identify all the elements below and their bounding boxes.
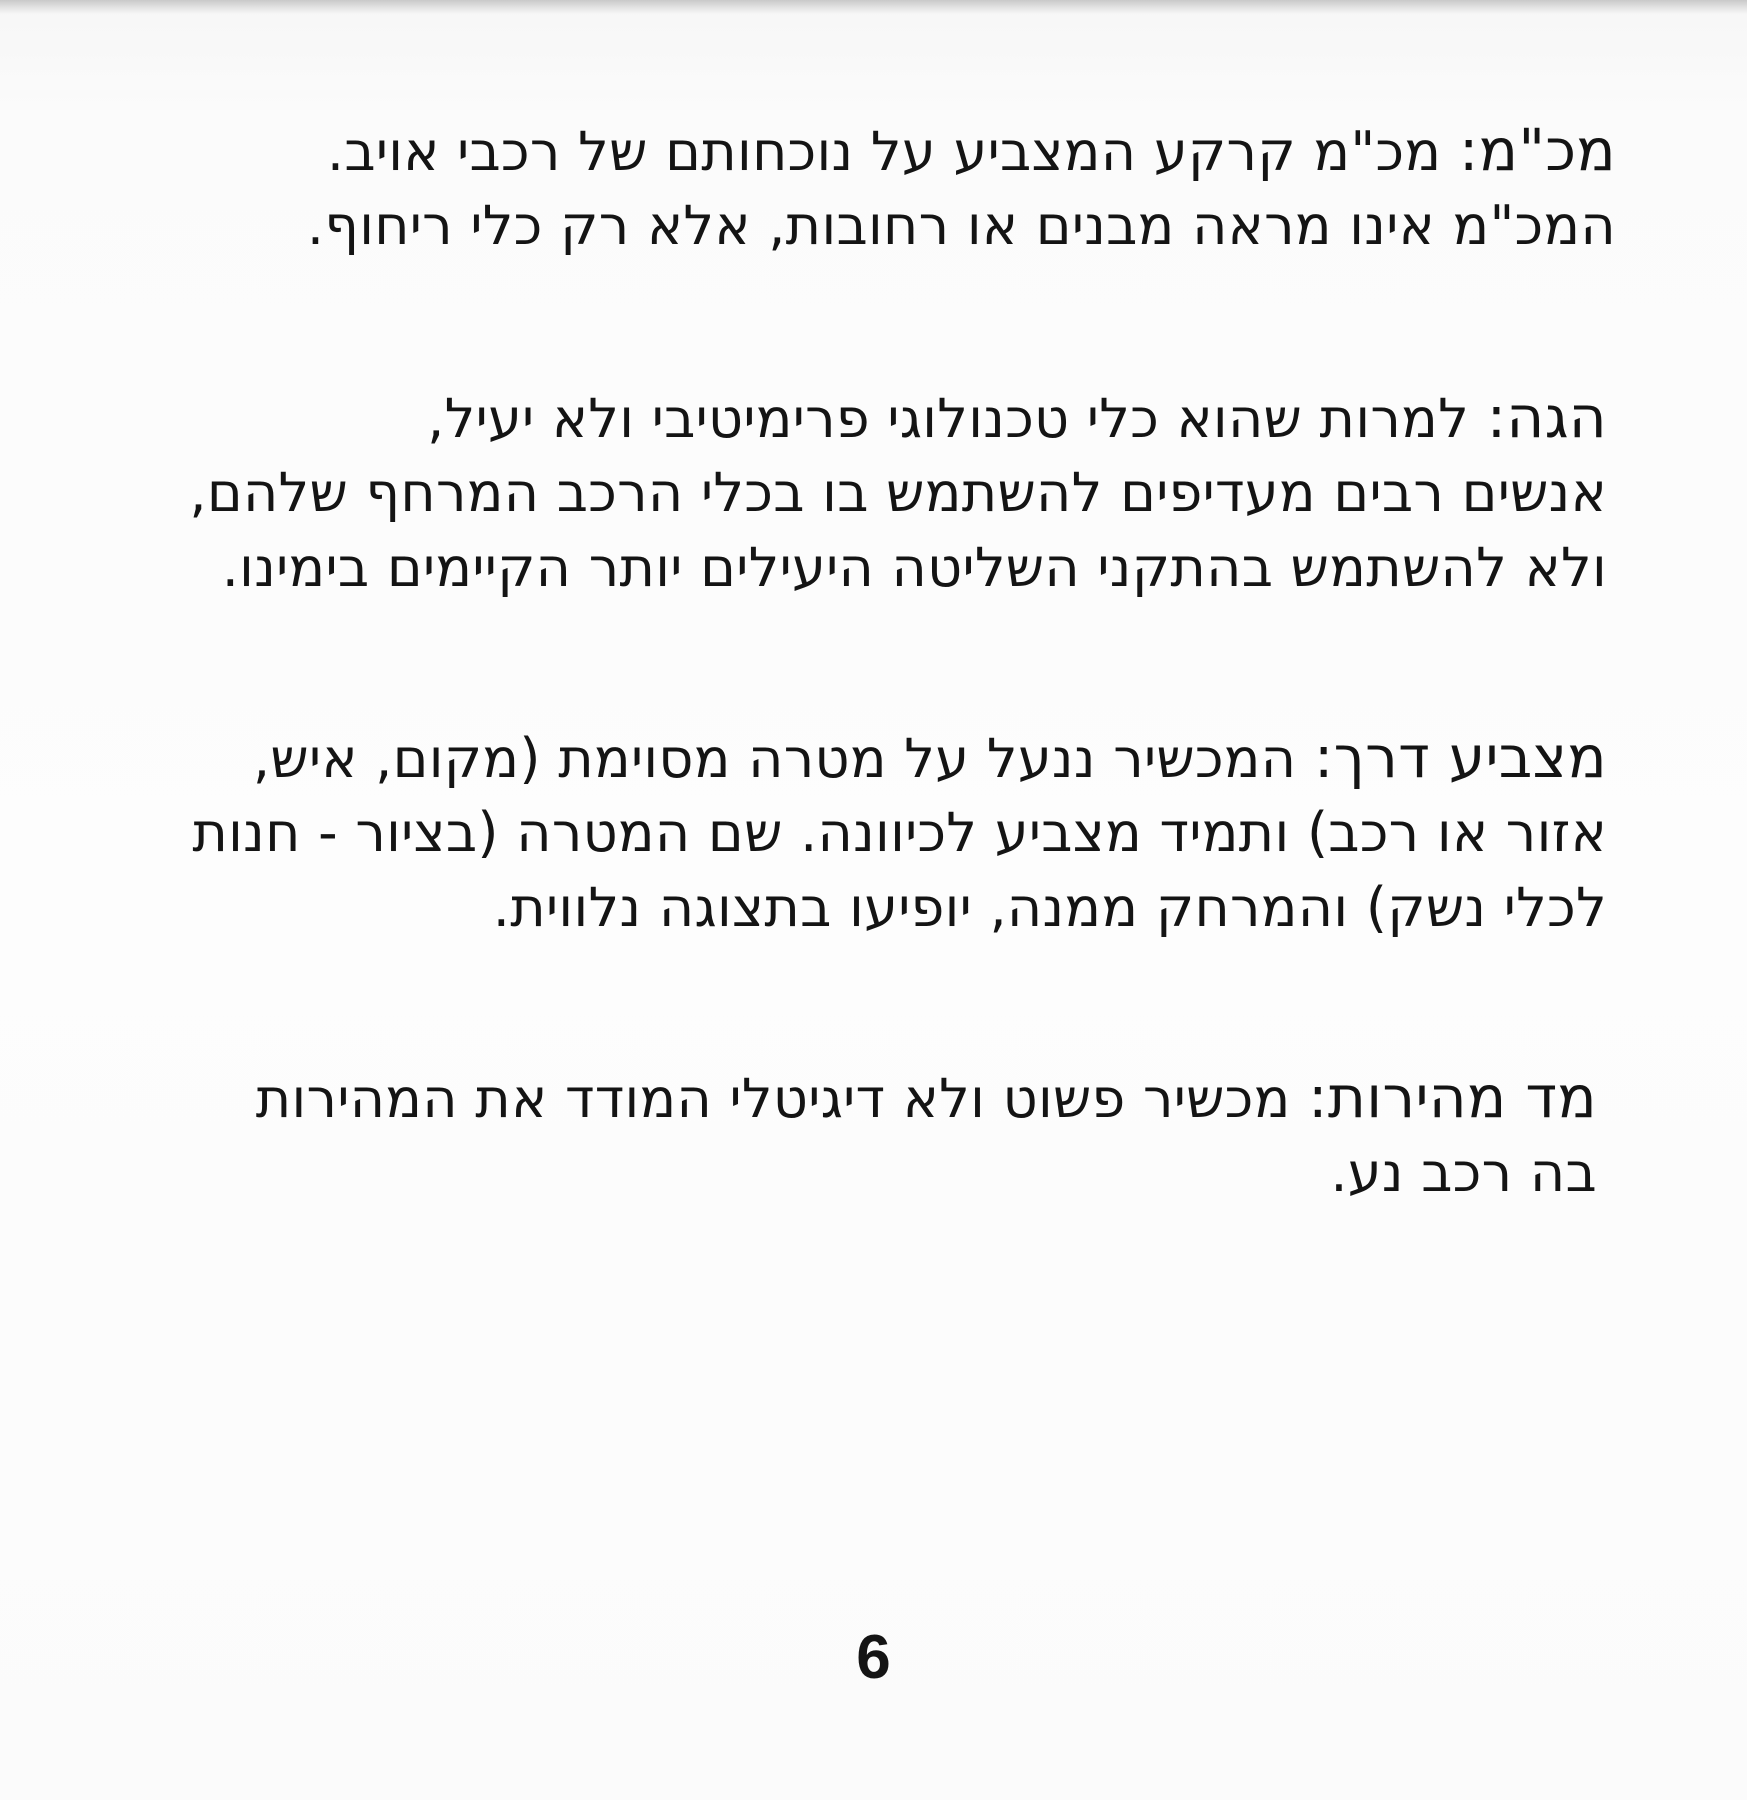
entry-term: הגה:: [1486, 383, 1607, 451]
entry-text: לכלי נשק) והמרחק ממנה, יופיעו בתצוגה נלווית.: [492, 876, 1607, 939]
entry-term: מכ"מ:: [1458, 116, 1616, 184]
entry-text: מכ"מ קרקע המצביע על נוכחותם של רכבי אויב.: [326, 120, 1442, 183]
entry-text: אזור או רכב) ותמיד מצביע לכיוונה. שם המטרה (בציור - חנות: [192, 801, 1607, 864]
glossary-entry-speedometer: [256, 1060, 1597, 1210]
entry-line: [192, 720, 1607, 795]
entry-term: מד מהירות:: [1308, 1063, 1597, 1131]
page-number: 6: [856, 1623, 891, 1692]
glossary-entry-waypoint-pointer: [192, 720, 1607, 945]
entry-text: המכשיר ננעל על מטרה מסוימת (מקום, איש,: [252, 727, 1297, 790]
entry-text: המכ"מ אינו מראה מבנים או רחובות, אלא רק כלי ריחוף.: [306, 194, 1616, 257]
page-top-edge: [0, 0, 1747, 14]
entry-line: [307, 113, 1616, 188]
entry-term: מצביע דרך:: [1313, 723, 1607, 791]
entry-text: אנשים רבים מעדיפים להשתמש בו בכלי הרכב המרחף שלהם,: [189, 461, 1607, 524]
entry-text: בה רכב נע.: [1330, 1141, 1597, 1204]
glossary-entry-steering-wheel: [189, 380, 1607, 605]
glossary-entry-radar: [307, 113, 1616, 263]
entry-line: [189, 380, 1607, 455]
entry-text: למרות שהוא כלי טכנולוגי פרימיטיבי ולא יעיל,: [427, 387, 1470, 450]
entry-text: מכשיר פשוט ולא דיגיטלי המודד את המהירות: [255, 1067, 1291, 1130]
entry-line: [256, 1060, 1597, 1135]
entry-text: ולא להשתמש בהתקני השליטה היעילים יותר הקיימים בימינו.: [221, 536, 1607, 599]
